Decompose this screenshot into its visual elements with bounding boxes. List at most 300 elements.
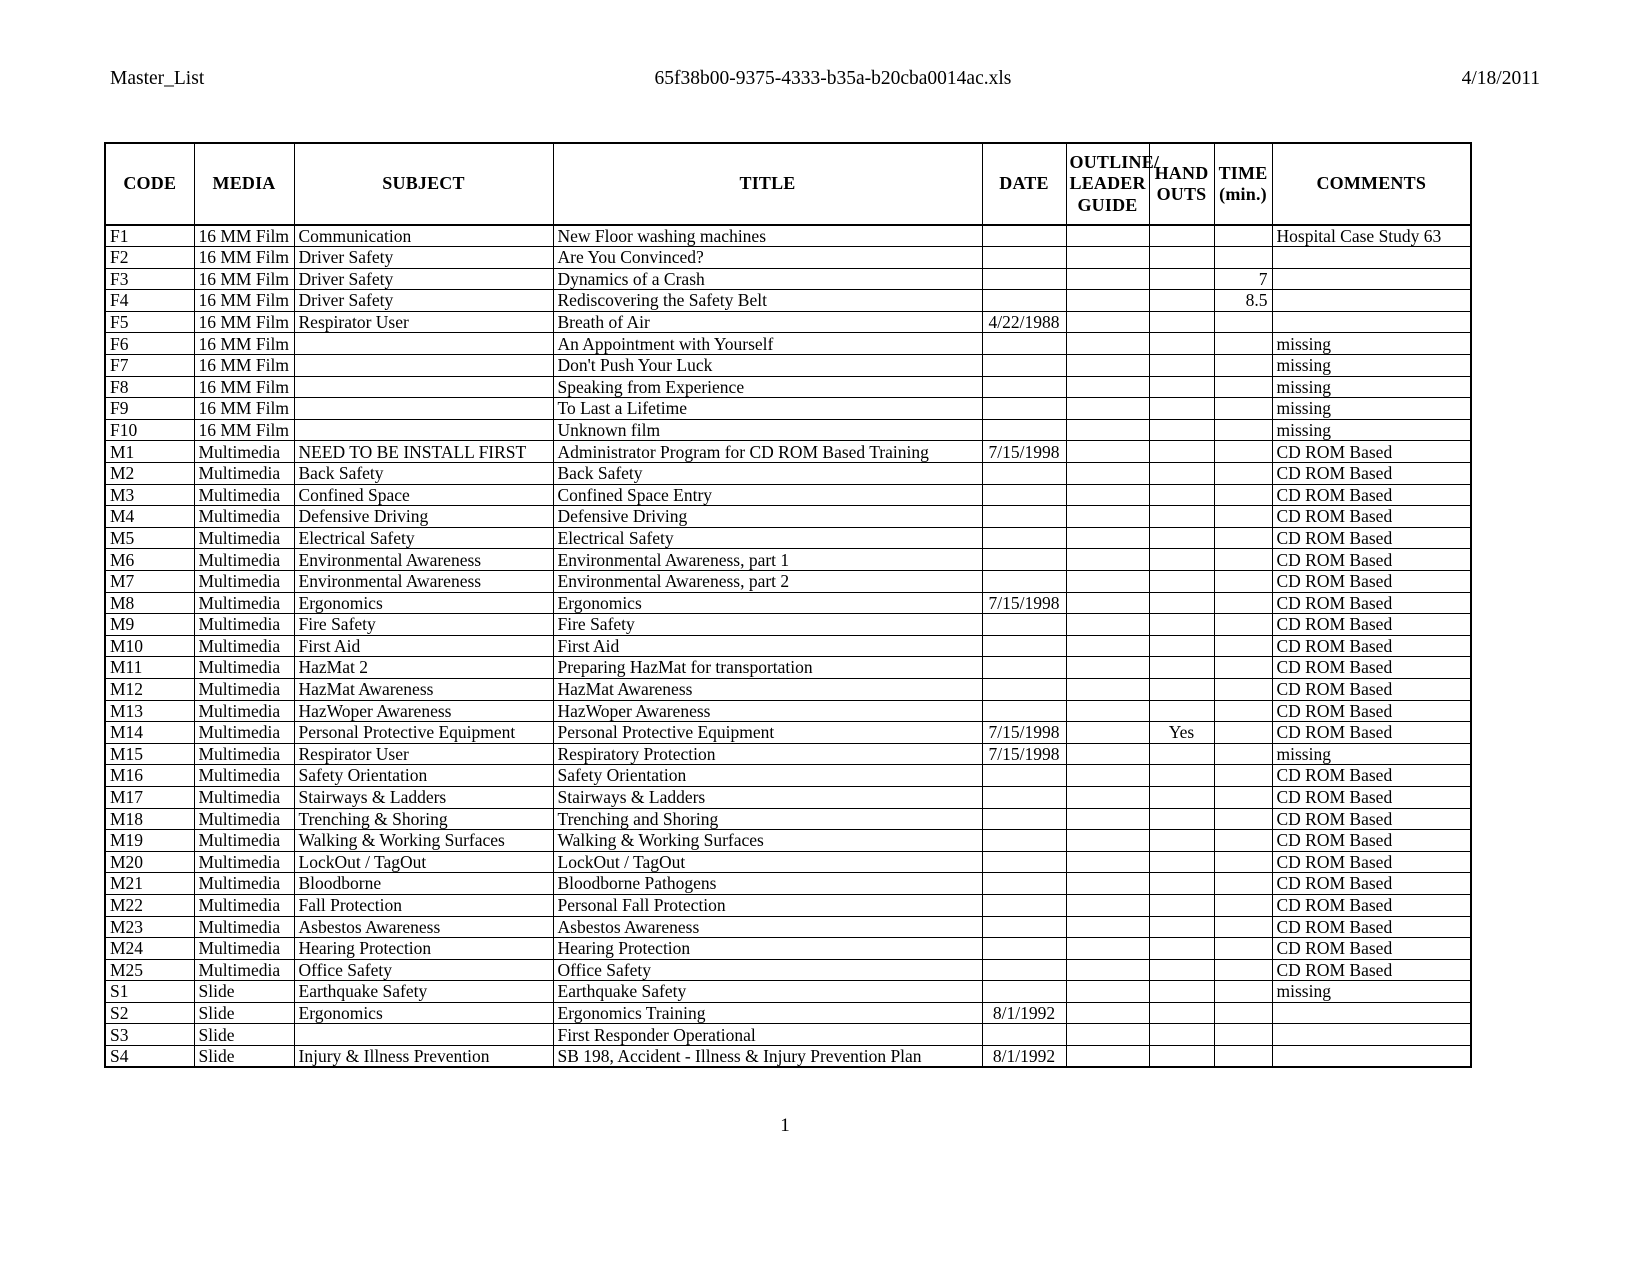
- table-row: [105, 506, 1471, 528]
- cell-handouts: [1149, 290, 1214, 312]
- cell-handouts: [1149, 981, 1214, 1003]
- cell-date: 7/15/1998: [982, 743, 1066, 765]
- cell-subject: Trenching & Shoring: [294, 808, 553, 830]
- cell-date: [982, 355, 1066, 377]
- cell-code: F5: [105, 311, 194, 333]
- cell-comments: CD ROM Based: [1272, 765, 1471, 787]
- cell-subject: Environmental Awareness: [294, 571, 553, 593]
- cell-title: Personal Protective Equipment: [553, 722, 982, 744]
- cell-handouts: [1149, 765, 1214, 787]
- cell-outline: [1066, 419, 1149, 441]
- cell-title: Environmental Awareness, part 2: [553, 571, 982, 593]
- cell-subject: [294, 419, 553, 441]
- cell-title: Electrical Safety: [553, 527, 982, 549]
- cell-subject: Hearing Protection: [294, 938, 553, 960]
- cell-title: Are You Convinced?: [553, 247, 982, 269]
- cell-handouts: [1149, 614, 1214, 636]
- cell-media: Multimedia: [194, 894, 294, 916]
- cell-outline: [1066, 290, 1149, 312]
- cell-handouts: [1149, 268, 1214, 290]
- cell-handouts: [1149, 786, 1214, 808]
- cell-time: [1214, 1046, 1272, 1068]
- cell-media: Slide: [194, 1046, 294, 1068]
- cell-time: [1214, 484, 1272, 506]
- cell-handouts: [1149, 376, 1214, 398]
- table-row: [105, 463, 1471, 485]
- cell-handouts: [1149, 463, 1214, 485]
- cell-title: LockOut / TagOut: [553, 851, 982, 873]
- cell-outline: [1066, 355, 1149, 377]
- cell-comments: CD ROM Based: [1272, 938, 1471, 960]
- cell-handouts: [1149, 441, 1214, 463]
- table-row: [105, 808, 1471, 830]
- cell-subject: Personal Protective Equipment: [294, 722, 553, 744]
- cell-title: Respiratory Protection: [553, 743, 982, 765]
- cell-comments: [1272, 268, 1471, 290]
- cell-comments: CD ROM Based: [1272, 549, 1471, 571]
- cell-comments: [1272, 247, 1471, 269]
- cell-title: Earthquake Safety: [553, 981, 982, 1003]
- cell-subject: Fire Safety: [294, 614, 553, 636]
- table-row: [105, 1024, 1471, 1046]
- cell-date: [982, 1024, 1066, 1046]
- cell-comments: CD ROM Based: [1272, 873, 1471, 895]
- table-row: [105, 873, 1471, 895]
- cell-time: [1214, 830, 1272, 852]
- cell-comments: CD ROM Based: [1272, 830, 1471, 852]
- cell-date: [982, 506, 1066, 528]
- cell-outline: [1066, 441, 1149, 463]
- cell-date: 7/15/1998: [982, 592, 1066, 614]
- cell-handouts: [1149, 484, 1214, 506]
- cell-media: 16 MM Film: [194, 333, 294, 355]
- cell-outline: [1066, 657, 1149, 679]
- column-header-time: [1214, 143, 1272, 225]
- cell-time: [1214, 1002, 1272, 1024]
- cell-handouts: [1149, 808, 1214, 830]
- cell-comments: CD ROM Based: [1272, 916, 1471, 938]
- cell-comments: missing: [1272, 419, 1471, 441]
- cell-title: Breath of Air: [553, 311, 982, 333]
- cell-title: Speaking from Experience: [553, 376, 982, 398]
- cell-outline: [1066, 463, 1149, 485]
- cell-outline: [1066, 376, 1149, 398]
- cell-code: M18: [105, 808, 194, 830]
- cell-time: [1214, 571, 1272, 593]
- cell-title: Ergonomics Training: [553, 1002, 982, 1024]
- cell-title: Back Safety: [553, 463, 982, 485]
- column-header-handouts-line-1: HAND: [1154, 162, 1209, 183]
- cell-subject: [294, 355, 553, 377]
- cell-handouts: [1149, 549, 1214, 571]
- cell-comments: [1272, 290, 1471, 312]
- cell-media: Multimedia: [194, 938, 294, 960]
- cell-media: Slide: [194, 1024, 294, 1046]
- cell-code: F9: [105, 398, 194, 420]
- cell-media: Multimedia: [194, 571, 294, 593]
- cell-comments: CD ROM Based: [1272, 657, 1471, 679]
- cell-date: [982, 571, 1066, 593]
- cell-outline: [1066, 484, 1149, 506]
- cell-time: [1214, 527, 1272, 549]
- cell-date: [982, 614, 1066, 636]
- cell-code: M17: [105, 786, 194, 808]
- cell-comments: CD ROM Based: [1272, 614, 1471, 636]
- cell-title: First Aid: [553, 635, 982, 657]
- cell-subject: First Aid: [294, 635, 553, 657]
- cell-handouts: [1149, 700, 1214, 722]
- cell-media: Multimedia: [194, 463, 294, 485]
- cell-date: [982, 808, 1066, 830]
- cell-title: Hearing Protection: [553, 938, 982, 960]
- column-header-date: DATE: [982, 143, 1066, 225]
- cell-time: [1214, 398, 1272, 420]
- cell-time: [1214, 743, 1272, 765]
- cell-handouts: [1149, 311, 1214, 333]
- cell-date: [982, 290, 1066, 312]
- cell-media: Multimedia: [194, 678, 294, 700]
- cell-outline: [1066, 614, 1149, 636]
- cell-title: Administrator Program for CD ROM Based Training: [553, 441, 982, 463]
- cell-title: Ergonomics: [553, 592, 982, 614]
- cell-subject: HazWoper Awareness: [294, 700, 553, 722]
- table-row: [105, 441, 1471, 463]
- cell-media: 16 MM Film: [194, 290, 294, 312]
- cell-time: [1214, 225, 1272, 247]
- cell-time: [1214, 722, 1272, 744]
- cell-time: [1214, 1024, 1272, 1046]
- cell-code: M4: [105, 506, 194, 528]
- cell-outline: [1066, 527, 1149, 549]
- cell-handouts: [1149, 894, 1214, 916]
- cell-handouts: [1149, 830, 1214, 852]
- cell-code: M8: [105, 592, 194, 614]
- table-row: [105, 657, 1471, 679]
- cell-title: SB 198, Accident - Illness & Injury Prevention Plan: [553, 1046, 982, 1068]
- table-body: [105, 225, 1471, 1067]
- cell-subject: Earthquake Safety: [294, 981, 553, 1003]
- cell-outline: [1066, 894, 1149, 916]
- page-number: 1: [780, 1115, 790, 1136]
- cell-media: Multimedia: [194, 484, 294, 506]
- cell-title: Trenching and Shoring: [553, 808, 982, 830]
- cell-subject: Electrical Safety: [294, 527, 553, 549]
- cell-subject: [294, 376, 553, 398]
- cell-code: F8: [105, 376, 194, 398]
- cell-subject: Walking & Working Surfaces: [294, 830, 553, 852]
- cell-outline: [1066, 678, 1149, 700]
- cell-code: M22: [105, 894, 194, 916]
- cell-time: [1214, 981, 1272, 1003]
- cell-title: HazMat Awareness: [553, 678, 982, 700]
- cell-media: Multimedia: [194, 851, 294, 873]
- cell-comments: missing: [1272, 743, 1471, 765]
- cell-subject: LockOut / TagOut: [294, 851, 553, 873]
- cell-outline: [1066, 1002, 1149, 1024]
- cell-media: 16 MM Film: [194, 355, 294, 377]
- cell-code: M6: [105, 549, 194, 571]
- cell-subject: HazMat Awareness: [294, 678, 553, 700]
- cell-media: 16 MM Film: [194, 311, 294, 333]
- document-running-header: [110, 68, 1540, 94]
- table-row: [105, 916, 1471, 938]
- cell-subject: Respirator User: [294, 743, 553, 765]
- cell-media: Multimedia: [194, 959, 294, 981]
- table-row: [105, 225, 1471, 247]
- cell-media: Multimedia: [194, 808, 294, 830]
- cell-time: [1214, 786, 1272, 808]
- cell-handouts: [1149, 506, 1214, 528]
- cell-outline: [1066, 225, 1149, 247]
- cell-subject: Injury & Illness Prevention: [294, 1046, 553, 1068]
- cell-date: [982, 484, 1066, 506]
- cell-code: M23: [105, 916, 194, 938]
- cell-code: M3: [105, 484, 194, 506]
- cell-date: [982, 830, 1066, 852]
- cell-outline: [1066, 765, 1149, 787]
- cell-handouts: [1149, 225, 1214, 247]
- cell-comments: CD ROM Based: [1272, 894, 1471, 916]
- cell-handouts: [1149, 355, 1214, 377]
- cell-comments: CD ROM Based: [1272, 808, 1471, 830]
- cell-handouts: [1149, 398, 1214, 420]
- cell-title: New Floor washing machines: [553, 225, 982, 247]
- cell-subject: Respirator User: [294, 311, 553, 333]
- cell-code: S2: [105, 1002, 194, 1024]
- table-row: [105, 981, 1471, 1003]
- table-row: [105, 635, 1471, 657]
- cell-subject: Driver Safety: [294, 247, 553, 269]
- cell-time: [1214, 873, 1272, 895]
- cell-subject: Fall Protection: [294, 894, 553, 916]
- cell-date: [982, 463, 1066, 485]
- cell-handouts: [1149, 1002, 1214, 1024]
- column-header-code: CODE: [105, 143, 194, 225]
- cell-handouts: [1149, 419, 1214, 441]
- table-row: [105, 959, 1471, 981]
- cell-subject: [294, 398, 553, 420]
- table-row: [105, 398, 1471, 420]
- cell-handouts: [1149, 873, 1214, 895]
- cell-code: M13: [105, 700, 194, 722]
- cell-date: [982, 376, 1066, 398]
- cell-date: [982, 938, 1066, 960]
- cell-comments: CD ROM Based: [1272, 441, 1471, 463]
- table-row: [105, 678, 1471, 700]
- cell-title: Unknown film: [553, 419, 982, 441]
- cell-title: Dynamics of a Crash: [553, 268, 982, 290]
- cell-time: [1214, 441, 1272, 463]
- cell-handouts: [1149, 916, 1214, 938]
- cell-comments: Hospital Case Study 63: [1272, 225, 1471, 247]
- cell-outline: [1066, 938, 1149, 960]
- cell-code: M19: [105, 830, 194, 852]
- cell-time: [1214, 376, 1272, 398]
- cell-subject: Stairways & Ladders: [294, 786, 553, 808]
- cell-outline: [1066, 398, 1149, 420]
- cell-date: [982, 851, 1066, 873]
- cell-media: Multimedia: [194, 765, 294, 787]
- cell-date: [982, 419, 1066, 441]
- cell-outline: [1066, 959, 1149, 981]
- cell-code: M25: [105, 959, 194, 981]
- table-row: [105, 786, 1471, 808]
- table-row: [105, 1002, 1471, 1024]
- cell-outline: [1066, 268, 1149, 290]
- cell-media: 16 MM Film: [194, 225, 294, 247]
- cell-code: M1: [105, 441, 194, 463]
- cell-time: [1214, 419, 1272, 441]
- cell-media: Multimedia: [194, 506, 294, 528]
- cell-outline: [1066, 981, 1149, 1003]
- cell-code: M20: [105, 851, 194, 873]
- cell-subject: [294, 1024, 553, 1046]
- cell-handouts: [1149, 635, 1214, 657]
- cell-time: [1214, 247, 1272, 269]
- table-row: [105, 484, 1471, 506]
- cell-outline: [1066, 722, 1149, 744]
- footer-page-number-area: [0, 1115, 1650, 1137]
- cell-outline: [1066, 786, 1149, 808]
- cell-comments: CD ROM Based: [1272, 527, 1471, 549]
- cell-code: F10: [105, 419, 194, 441]
- cell-date: [982, 894, 1066, 916]
- cell-comments: CD ROM Based: [1272, 506, 1471, 528]
- cell-subject: Confined Space: [294, 484, 553, 506]
- cell-media: Multimedia: [194, 830, 294, 852]
- cell-code: M15: [105, 743, 194, 765]
- cell-title: Personal Fall Protection: [553, 894, 982, 916]
- cell-time: [1214, 311, 1272, 333]
- cell-subject: Environmental Awareness: [294, 549, 553, 571]
- cell-media: 16 MM Film: [194, 419, 294, 441]
- master-list-table: [104, 142, 1472, 1068]
- cell-subject: Office Safety: [294, 959, 553, 981]
- cell-time: [1214, 549, 1272, 571]
- cell-date: [982, 765, 1066, 787]
- table-row: [105, 592, 1471, 614]
- cell-comments: missing: [1272, 355, 1471, 377]
- cell-media: Multimedia: [194, 441, 294, 463]
- cell-time: [1214, 894, 1272, 916]
- cell-date: [982, 268, 1066, 290]
- cell-code: M11: [105, 657, 194, 679]
- cell-comments: CD ROM Based: [1272, 700, 1471, 722]
- cell-date: [982, 916, 1066, 938]
- cell-handouts: [1149, 678, 1214, 700]
- cell-time: [1214, 765, 1272, 787]
- cell-subject: Back Safety: [294, 463, 553, 485]
- cell-title: Rediscovering the Safety Belt: [553, 290, 982, 312]
- cell-media: 16 MM Film: [194, 247, 294, 269]
- cell-comments: CD ROM Based: [1272, 959, 1471, 981]
- cell-code: M14: [105, 722, 194, 744]
- table-row: [105, 938, 1471, 960]
- cell-outline: [1066, 247, 1149, 269]
- cell-outline: [1066, 592, 1149, 614]
- cell-title: First Responder Operational: [553, 1024, 982, 1046]
- cell-date: [982, 247, 1066, 269]
- cell-title: Confined Space Entry: [553, 484, 982, 506]
- cell-handouts: [1149, 1046, 1214, 1068]
- table-header-row: [105, 143, 1471, 225]
- cell-title: Defensive Driving: [553, 506, 982, 528]
- table-row: [105, 311, 1471, 333]
- table-row: [105, 743, 1471, 765]
- cell-subject: Driver Safety: [294, 268, 553, 290]
- cell-code: M9: [105, 614, 194, 636]
- table-row: [105, 830, 1471, 852]
- column-header-subject: SUBJECT: [294, 143, 553, 225]
- table-row: [105, 549, 1471, 571]
- cell-media: Multimedia: [194, 916, 294, 938]
- cell-code: M24: [105, 938, 194, 960]
- cell-handouts: [1149, 851, 1214, 873]
- cell-outline: [1066, 506, 1149, 528]
- cell-comments: [1272, 1046, 1471, 1068]
- cell-outline: [1066, 808, 1149, 830]
- cell-comments: CD ROM Based: [1272, 722, 1471, 744]
- cell-date: 4/22/1988: [982, 311, 1066, 333]
- cell-code: F4: [105, 290, 194, 312]
- table-row: [105, 571, 1471, 593]
- cell-subject: HazMat 2: [294, 657, 553, 679]
- cell-title: Stairways & Ladders: [553, 786, 982, 808]
- cell-date: [982, 678, 1066, 700]
- cell-date: [982, 635, 1066, 657]
- column-header-outline-line-3: GUIDE: [1077, 194, 1138, 215]
- cell-media: 16 MM Film: [194, 398, 294, 420]
- cell-code: F7: [105, 355, 194, 377]
- cell-time: [1214, 938, 1272, 960]
- table-header: [105, 143, 1471, 225]
- cell-time: [1214, 678, 1272, 700]
- cell-code: M10: [105, 635, 194, 657]
- cell-handouts: [1149, 247, 1214, 269]
- cell-title: Fire Safety: [553, 614, 982, 636]
- cell-handouts: [1149, 959, 1214, 981]
- header-date: 4/18/2011: [1461, 68, 1540, 89]
- cell-comments: CD ROM Based: [1272, 635, 1471, 657]
- cell-title: Preparing HazMat for transportation: [553, 657, 982, 679]
- table-row: [105, 376, 1471, 398]
- cell-date: 7/15/1998: [982, 441, 1066, 463]
- cell-subject: Defensive Driving: [294, 506, 553, 528]
- table-row: [105, 268, 1471, 290]
- cell-handouts: [1149, 657, 1214, 679]
- cell-comments: [1272, 1002, 1471, 1024]
- table-row: [105, 765, 1471, 787]
- cell-date: [982, 657, 1066, 679]
- table-row: [105, 247, 1471, 269]
- cell-outline: [1066, 1024, 1149, 1046]
- cell-comments: CD ROM Based: [1272, 484, 1471, 506]
- table-row: [105, 527, 1471, 549]
- cell-title: HazWoper Awareness: [553, 700, 982, 722]
- table-row: [105, 333, 1471, 355]
- cell-date: [982, 700, 1066, 722]
- cell-time: [1214, 506, 1272, 528]
- cell-time: [1214, 355, 1272, 377]
- cell-media: Multimedia: [194, 592, 294, 614]
- cell-time: [1214, 657, 1272, 679]
- cell-title: Don't Push Your Luck: [553, 355, 982, 377]
- cell-code: M5: [105, 527, 194, 549]
- column-header-media: MEDIA: [194, 143, 294, 225]
- cell-handouts: [1149, 333, 1214, 355]
- cell-time: 8.5: [1214, 290, 1272, 312]
- cell-outline: [1066, 571, 1149, 593]
